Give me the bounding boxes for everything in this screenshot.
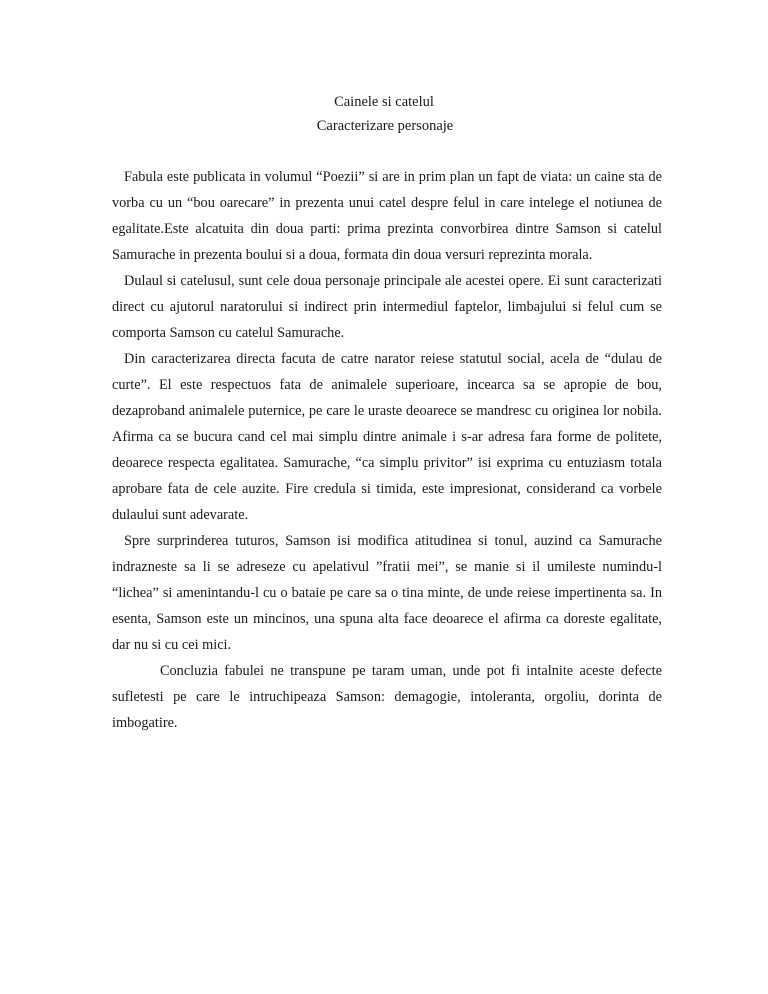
paragraph-1: Fabula este publicata in volumul “Poezii” si are in prim plan un fapt de viata: un caine sta de vorba cu un “bou oarecare” in prezenta unui catel despre felul in care intelege el notiunea de egalitate.Este alcatuita din doua parti: prima prezinta convorbirea dintre Samson si catelul Samurache in prezenta boului si a doua, formata din doua versuri reprezinta morala. — [112, 169, 662, 263]
title-block — [0, 90, 768, 138]
paragraph-3: Din caracterizarea directa facuta de catre narator reiese statutul social, acela de “dulau de curte”. El este respectuos fata de animalele superioare, incearca sa se apropie de bou, dezaproband animalele puternice, pe care le uraste deoarece se mandresc cu originea lor nobila. Afirma ca se bucura cand cel mai simplu dintre animale i s-ar adresa fara forme de politete, deoarece respecta egalitatea. Samurache, “ca simplu privitor” isi exprima cu entuziasm totala aprobare fata de cele auzite. Fire credula si timida, este impresionat, considerand ca vorbele dulaului sunt adevarate. — [112, 351, 662, 523]
document-title: Cainele si catelul — [334, 94, 434, 110]
paragraph-2: Dulaul si catelusul, sunt cele doua personaje principale ale acestei opere. Ei sunt caracterizati direct cu ajutorul naratorului si indirect prin intermediul faptelor, limbajului si felul cum se comporta Samson cu catelul Samurache. — [112, 273, 662, 341]
paragraph-5: Concluzia fabulei ne transpune pe taram uman, unde pot fi intalnite aceste defecte sufletesti pe care le intruchipeaza Samson: demagogie, intoleranta, orgoliu, dorinta de imbogatire. — [112, 663, 662, 731]
document-body — [112, 164, 662, 736]
document-subtitle: Caracterizare personaje — [316, 118, 454, 134]
paragraph-4: Spre surprinderea tuturos, Samson isi modifica atitudinea si tonul, auzind ca Samurache indrazneste sa li se adreseze cu apelativul ”fratii mei”, se manie si il umileste numindu-l “lichea” si amenintandu-l cu o bataie pe care sa o tina minte, de unde reiese impertinenta sa. In esenta, Samson este un mincinos, una spuna alta face deoarece el afirma ca doreste egalitate, dar nu si cu cei mici. — [112, 533, 662, 653]
